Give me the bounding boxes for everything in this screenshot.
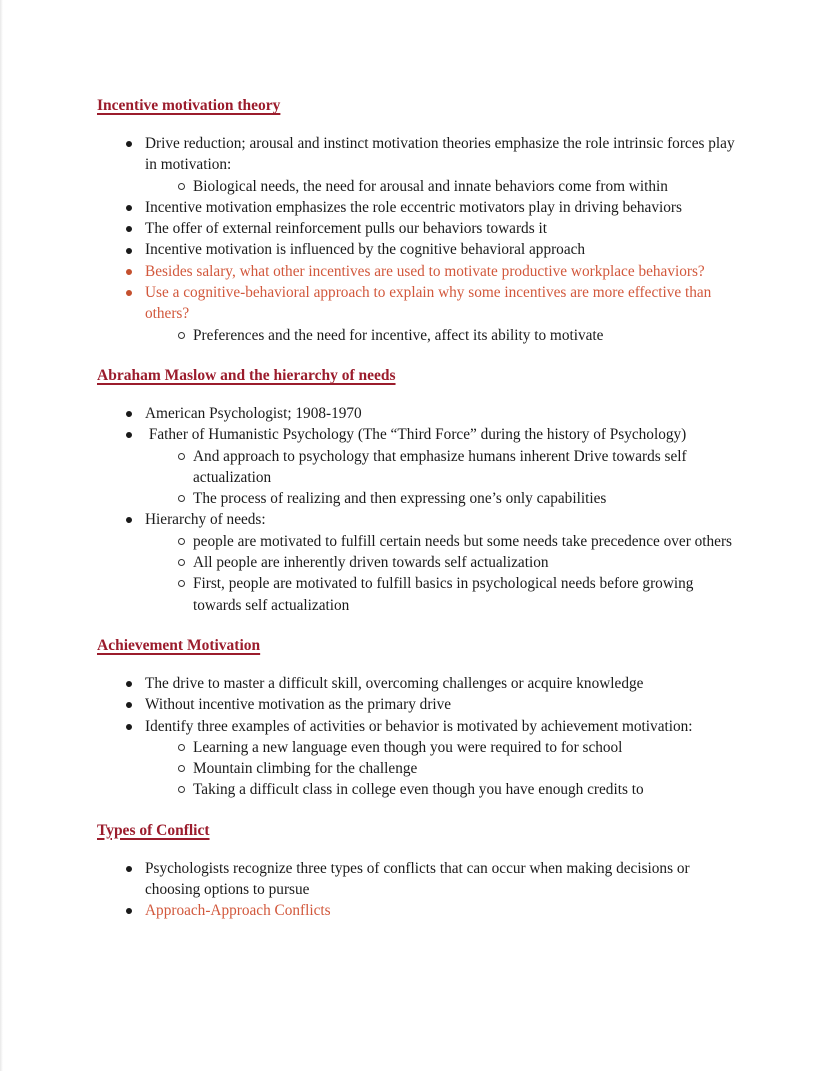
disc-bullet-icon	[123, 403, 135, 424]
bullet-text: First, people are motivated to fulfill basics in psychological needs before growing towards self actualization	[193, 575, 698, 614]
bullet-text: Preferences and the need for incentive, affect its ability to motivate	[193, 326, 604, 344]
hollow-circle-bullet-icon	[175, 573, 187, 594]
sub-bullet-item	[97, 446, 745, 489]
bullet-text: The process of realizing and then expressing one’s only capabilities	[193, 490, 607, 508]
bullet-text: Drive reduction; arousal and instinct motivation theories emphasize the role intrinsic forces play in motivation:	[145, 135, 739, 174]
bullet-text: Mountain climbing for the challenge	[193, 760, 418, 778]
bullet-text: American Psychologist; 1908-1970	[145, 404, 362, 422]
bullet-text: Taking a difficult class in college even though you have enough credits to	[193, 781, 644, 799]
heading-spacer	[97, 656, 745, 673]
bullet-item	[97, 716, 745, 737]
bullet-text: Psychologists recognize three types of conflicts that can occur when making decisions or choosing options to pursue	[145, 859, 694, 899]
bullet-text: Besides salary, what other incentives are used to motivate productive workplace behaviors?	[145, 262, 705, 280]
bullet-text: people are motivated to fulfill certain needs but some needs take precedence over others	[193, 532, 732, 550]
disc-bullet-icon	[123, 239, 135, 260]
bullet-text: The offer of external reinforcement pulls our behaviors towards it	[145, 220, 547, 238]
bullet-item	[97, 133, 745, 176]
hollow-circle-bullet-icon	[175, 446, 187, 467]
bullet-text: Learning a new language even though you were required to for school	[193, 738, 623, 756]
disc-bullet-icon	[123, 858, 135, 879]
bullet-text: Father of Humanistic Psychology (The “Third Force” during the history of Psychology)	[145, 426, 687, 444]
bullet-text: Approach-Approach Conflicts	[145, 902, 331, 920]
bullet-item	[97, 900, 745, 921]
heading-spacer	[97, 841, 745, 858]
bullet-item	[97, 858, 745, 901]
bullet-item	[97, 282, 745, 325]
section-heading-text: Abraham Maslow and the hierarchy of needs	[97, 366, 396, 384]
disc-bullet-icon	[123, 282, 135, 303]
bullet-item	[97, 403, 745, 424]
sub-bullet-item	[97, 779, 745, 800]
bullet-item	[97, 424, 745, 445]
hollow-circle-bullet-icon	[175, 758, 187, 779]
sub-bullet-item	[97, 552, 745, 573]
disc-bullet-icon	[123, 218, 135, 239]
bullet-item	[97, 218, 745, 239]
bullet-text: Use a cognitive-behavioral approach to explain why some incentives are more effective than others?	[145, 284, 716, 323]
section-spacer	[97, 346, 745, 366]
sub-bullet-item	[97, 176, 745, 197]
bullet-list	[97, 133, 745, 346]
bullet-list	[97, 858, 745, 922]
sub-bullet-item	[97, 758, 745, 779]
disc-bullet-icon	[123, 900, 135, 921]
bullet-list	[97, 403, 745, 616]
bullet-text: Hierarchy of needs:	[145, 511, 266, 529]
sub-bullet-item	[97, 488, 745, 509]
section-heading	[97, 96, 745, 116]
bullet-item	[97, 694, 745, 715]
bullet-text: And approach to psychology that emphasize humans inherent Drive towards self actualization	[193, 447, 691, 486]
disc-bullet-icon	[123, 716, 135, 737]
heading-spacer	[97, 386, 745, 403]
bullet-item	[97, 261, 745, 282]
bullet-item	[97, 509, 745, 530]
bullet-text: The drive to master a difficult skill, overcoming challenges or acquire knowledge	[145, 674, 644, 692]
section-heading-text: Achievement Motivation	[97, 636, 261, 654]
bullet-list	[97, 673, 745, 801]
bullet-text: Identify three examples of activities or behavior is motivated by achievement motivation:	[145, 717, 693, 735]
hollow-circle-bullet-icon	[175, 531, 187, 552]
disc-bullet-icon	[123, 424, 135, 445]
hollow-circle-bullet-icon	[175, 176, 187, 197]
bullet-text: Incentive motivation is influenced by the cognitive behavioral approach	[145, 241, 586, 259]
disc-bullet-icon	[123, 509, 135, 530]
bullet-item	[97, 197, 745, 218]
sub-bullet-item	[97, 573, 745, 616]
hollow-circle-bullet-icon	[175, 488, 187, 509]
disc-bullet-icon	[123, 694, 135, 715]
disc-bullet-icon	[123, 197, 135, 218]
hollow-circle-bullet-icon	[175, 325, 187, 346]
disc-bullet-icon	[123, 133, 135, 154]
section-spacer	[97, 616, 745, 636]
heading-spacer	[97, 116, 745, 133]
document-body	[97, 96, 745, 922]
bullet-item	[97, 239, 745, 260]
sub-bullet-item	[97, 531, 745, 552]
disc-bullet-icon	[123, 261, 135, 282]
disc-bullet-icon	[123, 673, 135, 694]
section-heading-text: Incentive motivation theory	[97, 97, 281, 114]
sub-bullet-item	[97, 737, 745, 758]
section-heading	[97, 821, 745, 841]
hollow-circle-bullet-icon	[175, 779, 187, 800]
section-heading	[97, 636, 745, 656]
bullet-text: Biological needs, the need for arousal and innate behaviors come from within	[193, 177, 668, 195]
bullet-item	[97, 673, 745, 694]
section-heading-text: Types of Conflict	[97, 821, 210, 839]
bullet-text: Incentive motivation emphasizes the role eccentric motivators play in driving behaviors	[145, 198, 682, 216]
section-spacer	[97, 801, 745, 821]
hollow-circle-bullet-icon	[175, 552, 187, 573]
bullet-text: Without incentive motivation as the primary drive	[145, 696, 452, 714]
bullet-text: All people are inherently driven towards self actualization	[193, 554, 549, 572]
sub-bullet-item	[97, 325, 745, 346]
hollow-circle-bullet-icon	[175, 737, 187, 758]
section-heading	[97, 366, 745, 386]
